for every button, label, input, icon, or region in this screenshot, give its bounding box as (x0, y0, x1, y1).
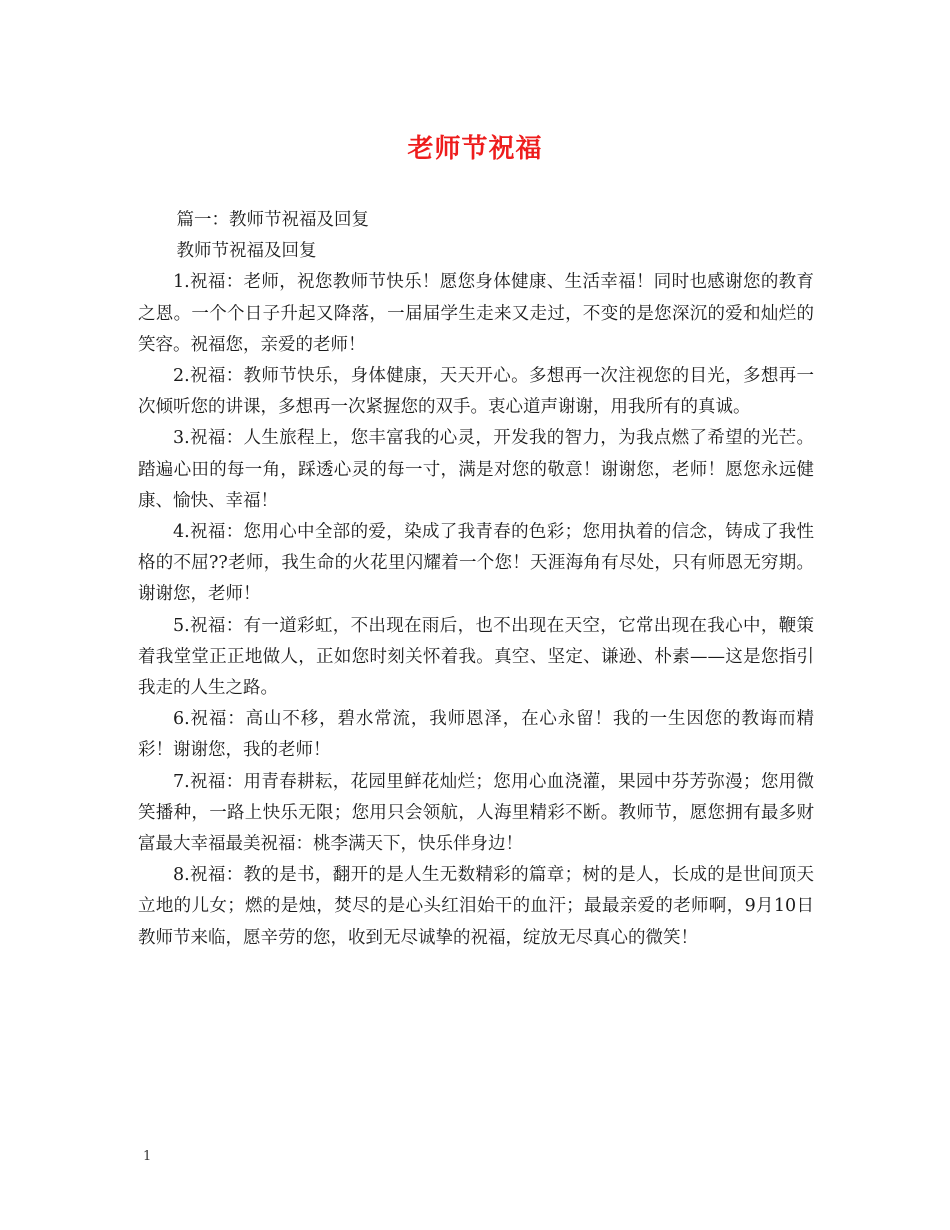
document-title: 老师节祝福 (407, 134, 543, 164)
paragraph-3: 3.祝福：人生旅程上，您丰富我的心灵，开发我的智力，为我点燃了希望的光芒。踏遍心田的每一角，踩透心灵的每一寸，满是对您的敬意！谢谢您，老师！愿您永远健康、愉快、幸福！ (138, 428, 814, 511)
document-body (138, 205, 814, 954)
paragraph-7: 7.祝福：用青春耕耘，花园里鲜花灿烂；您用心血浇灌，果园中芬芳弥漫；您用微笑播种，一路上快乐无限；您用只会领航，人海里精彩不断。教师节，愿您拥有最多财富最大幸福最美祝福：桃李满天下，快乐伴身边！ (138, 771, 814, 855)
paragraph-5: 5.祝福：有一道彩虹，不出现在雨后，也不出现在天空，它常出现在我心中，鞭策着我堂堂正正地做人，正如您时刻关怀着我。真空、坚定、谦逊、朴素——这是您指引我走的人生之路。 (138, 615, 814, 699)
paragraph-2: 2.祝福：教师节快乐，身体健康，天天开心。多想再一次注视您的目光，多想再一次倾听您的讲课，多想再一次紧握您的双手。衷心道声谢谢，用我所有的真诚。 (138, 366, 814, 418)
paragraph-4: 4.祝福：您用心中全部的爱，染成了我青春的色彩；您用执着的信念，铸成了我性格的不屈??老师，我生命的火花里闪耀着一个您！天涯海角有尽处，只有师恩无穷期。谢谢您，老师！ (138, 522, 814, 605)
paragraph-1: 1.祝福：老师，祝您教师节快乐！愿您身体健康、生活幸福！同时也感谢您的教育之恩。一个个日子升起又降落，一届届学生走来又走过，不变的是您深沉的爱和灿烂的笑容。祝福您，亲爱的老师！ (138, 272, 814, 355)
paragraph-8: 8.祝福：教的是书，翻开的是人生无数精彩的篇章；树的是人，长成的是世间顶天立地的儿女；燃的是烛，焚尽的是心头红泪始干的血汗；最最亲爱的老师啊，9月10日教师节来临，愿辛劳的您，收到无尽诚挚的祝福，绽放无尽真心的微笑！ (138, 865, 814, 948)
subheading: 教师节祝福及回复 (176, 241, 317, 262)
paragraph-6: 6.祝福：高山不移，碧水常流，我师恩泽，在心永留！我的一生因您的教诲而精彩！谢谢您，我的老师！ (138, 709, 814, 761)
page-number: 1 (143, 1149, 152, 1164)
section-heading: 篇一：教师节祝福及回复 (176, 210, 369, 230)
